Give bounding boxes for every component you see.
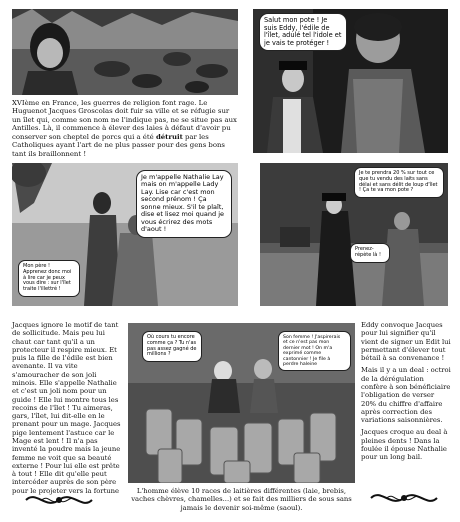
- right-column-text: [361, 321, 451, 466]
- panel-eddy-priest: [253, 9, 448, 153]
- panel-church-deal: [260, 163, 448, 306]
- speech-bubble-deal: Je te prendra 20 % sur tout ce que tu vendu des laits sans délai et sans délit de loup d'îlet ! Ça te va mon pote ?: [354, 167, 444, 198]
- right-column-paragraph-2: Mais il y a un deal : octroi de la dérégulation confère à son bénéficiaire l'obligation de verser 20% du chiffre d'affaire après correction des variations saisonnières.: [361, 366, 451, 425]
- speech-bubble-response: Prenez-répète là !: [350, 243, 390, 263]
- flourish-ornament-left: [22, 488, 96, 512]
- panel-milk-cans: [128, 323, 355, 483]
- speech-bubble-reply: Son femme ! J'aspirerais et ce n'est pas mon dernier mot ! On m'a exprimé comme cantonnier ! Je file à perdre haleine: [278, 331, 351, 371]
- panel-forest-pigs: [12, 9, 238, 95]
- left-column-text: [12, 321, 122, 499]
- speech-bubble-father: Mon père ! Apprenez donc moi à lire car je peux vous dire : sur l'îlet traite l'illettré !: [18, 260, 80, 297]
- speech-bubble-eddy: Salut mon pote ! Je suis Eddy, l'édile de l'îlet, adulé tel l'idole et je vais te protéger !: [259, 13, 347, 51]
- panel5-caption: L'homme élève 10 races de laitières différentes (laie, brebis, vaches chèvres, chamelles...) et se fait des milliers de sous sans jamais le devenir soi-même (saoul).: [131, 487, 352, 512]
- speech-bubble-question: Où cours tu encore comme ça ? Tu n'as pas assez gagné de millions ?: [142, 331, 202, 362]
- right-column-paragraph-1: Eddy convoque Jacques pour lui signifier qu'il vient de signer un Edit lui permettant d'élever tout bétail à sa convenance !: [361, 321, 451, 363]
- speech-bubble-nathalie: Je m'appelle Nathalie Lay mais on m'appelle Lady Lay. Lise car c'est mon second prénom ! Ça sonne mieux. S'il te plaît, dise et lisez moi quand je vous écrirez des mots d'aout !: [136, 170, 232, 238]
- forest-pigs-photo: [12, 9, 238, 95]
- flourish-ornament-right: [367, 486, 441, 510]
- panel1-caption: [12, 99, 240, 158]
- caption-part-2: par les Catholiques ayant l'art de ne plus passer pour des gens bons tant ils braillonnent !: [12, 132, 225, 158]
- left-column-paragraph: Jacques ignore le motif de tant de sollicitude. Mais peu lui chaut car tant qu'il a un protecteur il respire mieux. Et puis la fille de l'édile est bien avenante. Il va vite s'amouracher de son joli minois. Elle s'appelle Nathalie et c'est un joli nom pour un guide ! Elle lui montre tous les recoins de l'îlet ! Tu aimeras, gars, l'îlet, lui dit-elle en le prenant pour un mage. Jacques pige lentement l'astuce car le Mage est lent ! Il n'a pas inventé la poudre mais la jeune femme ne voit que sa beauté externe ! Pour lui elle est prête à tout ! Elle dit qu'elle peut intercéder auprès de son père pour le projeter vers la fortune: [12, 321, 121, 495]
- caption-bold-word: détruit: [155, 132, 183, 141]
- panel-nathalie-field: [12, 163, 238, 306]
- right-column-paragraph-3: Jacques croque au deal à pleines dents ! Dans la foulée il épouse Nathalie pour un long bail.: [361, 428, 448, 462]
- caption-part-1: XVIème en France, les guerres de religion font rage. Le Huguenot Jacques Groscolas doit fuir sa ville et se réfugie sur un îlet qui, comme son nom ne l'indique pas, ne se situe pas aux Antilles. Là, il commence à élever des laies à défaut d'avoir pu conserver son cheptel de porcs qui a été: [12, 99, 237, 141]
